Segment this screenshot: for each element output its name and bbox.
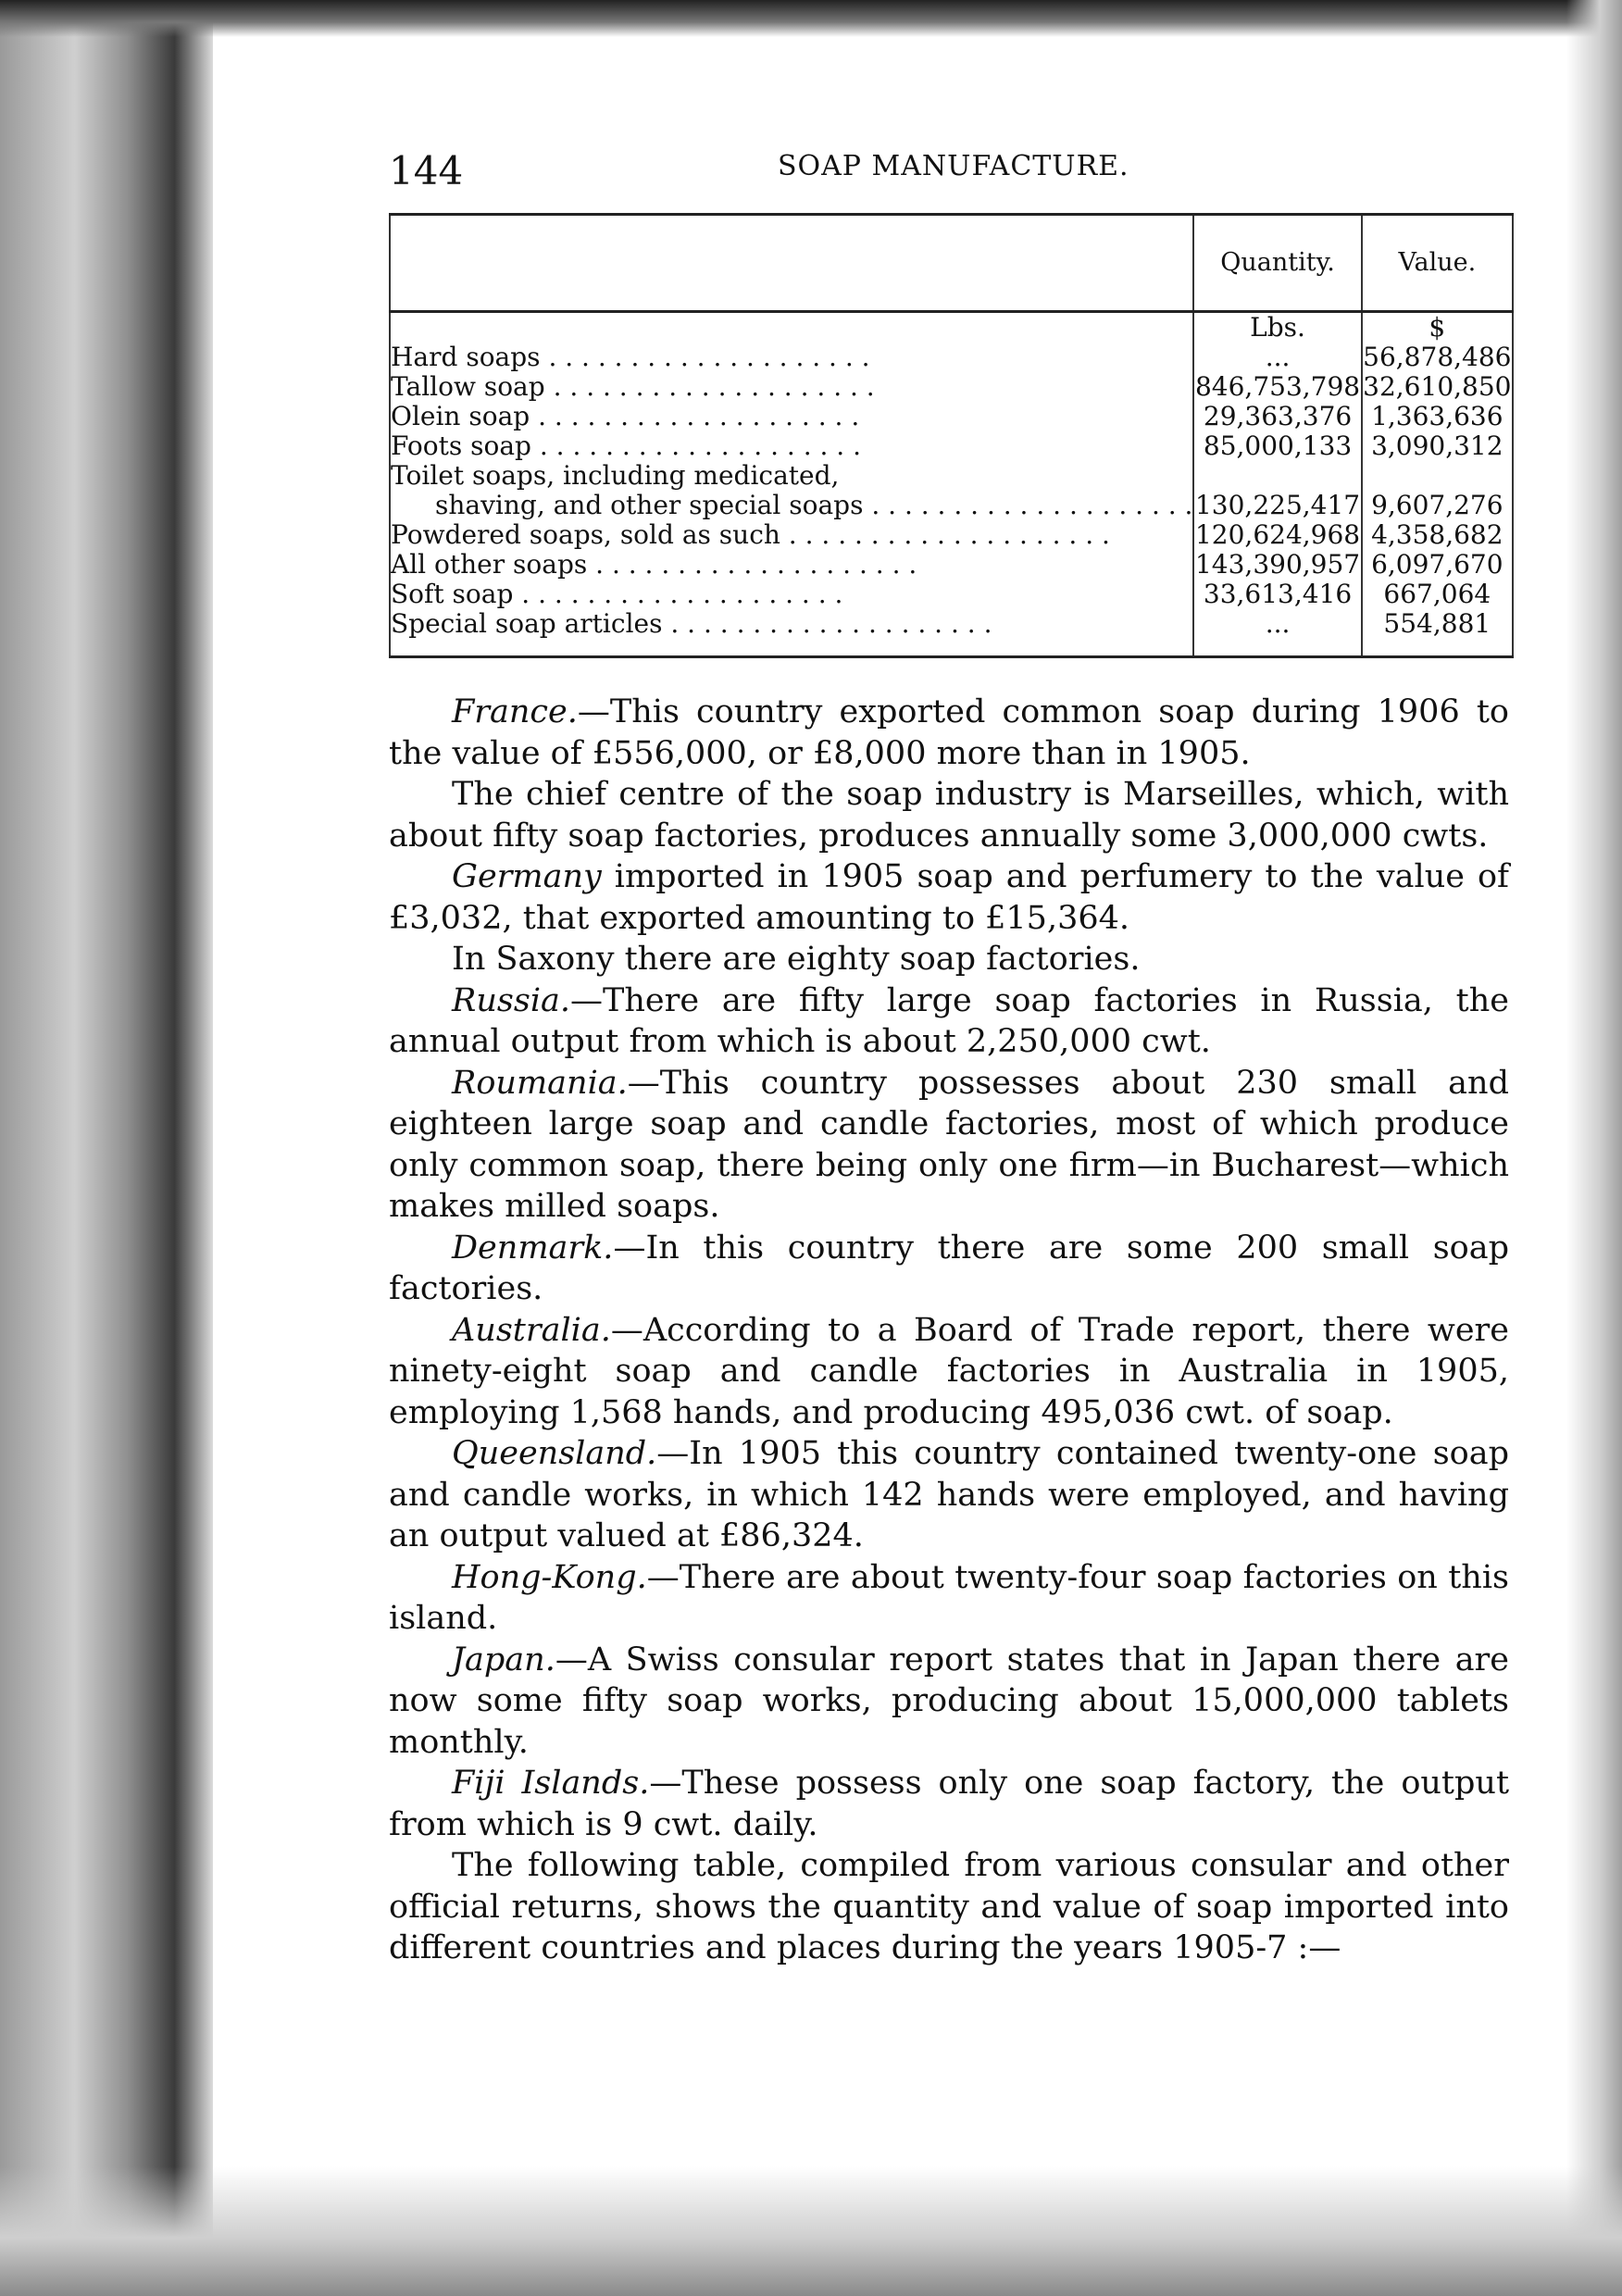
paragraph-lead: Queensland. [452,1435,657,1472]
row-quantity: ... [1193,343,1361,372]
paragraph-lead: Hong-Kong. [452,1558,647,1596]
quantity-header: Quantity. [1193,215,1361,312]
paragraph: Russia.—There are fifty large soap factories in Russia, the annual output from which is about 2,250,000 cwt. [389,981,1509,1060]
paragraph: In Saxony there are eighty soap factories. [452,941,1141,978]
paragraph: France.—This country exported common soap during 1906 to the value of £556,000, or £8,000 more than in 1905. [389,693,1509,772]
row-label: All other soaps . . . [391,550,1192,580]
right-scan-edge [1566,0,1622,2296]
quantity-unit: Lbs. [1193,312,1361,343]
paragraph-lead: Germany [452,858,602,895]
body-text [389,692,1509,1969]
row-quantity: ... [1193,609,1361,639]
paragraph: Queensland.—In 1905 this country contained twenty-one soap and candle works, in which 142 hands were employed, and having an output valued at £86,324. [389,1435,1509,1554]
page-header [389,130,1537,194]
page-number: 144 [389,148,464,193]
paragraph: The following table, compiled from various consular and other official returns, shows the quantity and value of soap imported into different countries and places during the years 1905-7 :— [389,1847,1509,1966]
table-row [390,520,1513,550]
row-label: Powdered soaps, sold as such . . . [391,520,1192,550]
row-value: 3,090,312 [1362,431,1513,461]
table-row [390,402,1513,431]
row-quantity: 85,000,133 [1193,431,1361,461]
row-quantity: 143,390,957 [1194,549,1361,580]
row-value: 1,363,636 [1362,402,1513,431]
row-label: Hard soaps . . . [391,343,1192,372]
table-header-row [390,215,1513,312]
paragraph: Fiji Islands.—These possess only one soap factory, the output from which is 9 cwt. daily. [389,1765,1510,1843]
row-label-continued: shaving, and other special soaps . . . [391,491,1192,520]
running-head: SOAP MANUFACTURE. [778,150,1129,182]
table-row [390,580,1513,609]
row-label: Toilet soaps, including medicated, [391,461,840,491]
book-page [389,130,1537,1969]
paragraph: Japan.—A Swiss consular report states that in Japan there are now some fifty soap works, producing about 15,000,000 tablets monthly. [389,1641,1509,1761]
row-label: Soft soap . . . [391,580,1192,609]
row-value: 667,064 [1362,580,1513,609]
row-quantity: 29,363,376 [1193,402,1361,431]
book-spine-shadow [0,0,213,2296]
paragraph-lead: Fiji Islands. [452,1765,650,1802]
bottom-scan-edge [0,2166,1622,2296]
table-row [390,461,1513,520]
table-row [390,550,1513,580]
paragraph-lead: Roumania. [452,1064,628,1102]
paragraph: Germany imported in 1905 soap and perfumery to the value of £3,032, that exported amounting to £15,364. [389,858,1509,937]
paragraph: Hong-Kong.—There are about twenty-four soap factories on this island. [389,1558,1509,1637]
row-value: 32,610,850 [1363,371,1512,402]
row-label: Tallow soap . . . [391,372,1192,402]
row-value: 554,881 [1362,609,1513,639]
paragraph: The chief centre of the soap industry is Marseilles, which, with about fifty soap factories, produces annually some 3,000,000 cwts. [389,776,1509,855]
row-value: 4,358,682 [1362,520,1513,550]
row-quantity: 120,624,968 [1194,519,1361,550]
table-row [390,372,1513,402]
units-row [390,312,1513,343]
table-row [390,431,1513,461]
row-value: 56,878,486 [1363,342,1512,372]
paragraph-lead: France. [452,693,578,730]
item-header [390,215,1193,312]
row-label: Foots soap . . . [391,431,1192,461]
table-row [390,343,1513,372]
soap-statistics-table [389,213,1514,658]
row-quantity: 33,613,416 [1193,580,1361,609]
row-quantity: 130,225,417 [1194,490,1361,520]
row-label: Special soap articles . . . [391,609,1192,639]
paragraph: Denmark.—In this country there are some 200 small soap factories. [389,1229,1509,1307]
row-quantity: 846,753,798 [1194,371,1361,402]
top-scan-edge [0,0,1622,37]
paragraph: Roumania.—This country possesses about 230 small and eighteen large soap and candle factories, most of which produce only common soap, there being only one firm—in Bucharest—which makes milled soaps. [389,1064,1509,1225]
paragraph-lead: Japan. [452,1641,555,1678]
row-value: 6,097,670 [1362,550,1513,580]
paragraph-lead: Denmark. [452,1229,614,1267]
table-row [390,609,1513,639]
paragraph-lead: Australia. [452,1311,611,1349]
row-label: Olein soap . . . [391,402,1192,431]
value-header: Value. [1362,215,1513,312]
value-unit: $ [1362,312,1513,343]
row-value: 9,607,276 [1371,490,1503,520]
paragraph: Australia.—According to a Board of Trade report, there were ninety-eight soap and candle factories in Australia in 1905, employing 1,568 hands, and producing 495,036 cwt. of soap. [389,1311,1509,1431]
paragraph-lead: Russia. [452,981,571,1019]
